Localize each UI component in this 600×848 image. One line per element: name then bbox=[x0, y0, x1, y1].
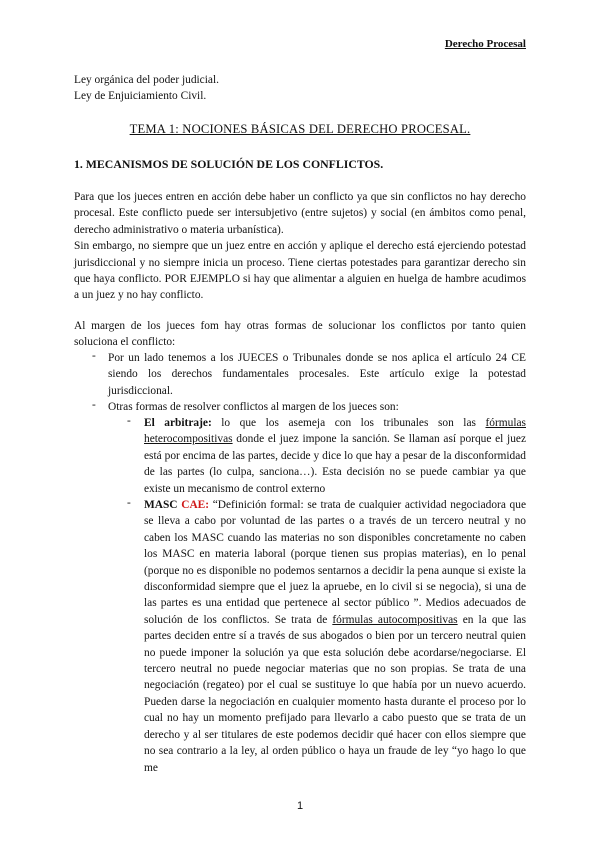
bullet-dash: - bbox=[92, 399, 96, 411]
text-run: lo que los asemeja con los tribunales son las bbox=[211, 417, 486, 429]
reference-line: Ley de Enjuiciamiento Civil. bbox=[74, 90, 207, 103]
sub-bullet-dash: - bbox=[127, 497, 131, 509]
sub-bullet-arbitraje bbox=[144, 415, 526, 497]
text-run: en la que las partes deciden entre sí a través de sus abogados o bien por un tercero neutral quien no puede imponer la solución ya que esta solución debe acordarse/negociarse. El tercero neutral no puede negociar materias que no son propias. Se trata de una negociación (regateo) por el cual se sustituye lo que había por un nuevo acuerdo. Pueden darse la negociación en cualquier momento hasta durante el proceso por lo cual no hay un momento prefijado para llevarlo a cabo puesto que se trata de un derecho y al ser titulares de este podemos decidir qué hacer con ellos siempre que no sea contrario a la ley, al orden público o haya un fraude de ley “yo hago lo que me bbox=[144, 613, 527, 774]
bullet-item-jueces: Por un lado tenemos a los JUECES o Tribunales donde se nos aplica el artículo 24 CE siendo los derechos fundamentales procesales. Este artículo exige la potestad jurisdiccional. bbox=[108, 352, 526, 397]
underlined-term: fórmulas heterocompositivas bbox=[144, 417, 526, 446]
sub-bullet-masc bbox=[144, 497, 526, 776]
paragraph-text: Al margen de los jueces fom hay otras formas de solucionar los conflictos por tanto quien soluciona el conflicto: bbox=[74, 320, 526, 349]
paragraph: Sin embargo, no siempre que un juez entre en acción y aplique el derecho está ejerciendo potestad jurisdiccional y no siempre inicia un proceso. Tiene ciertas potestades para garantizar derecho sin que haya conflicto. POR EJEMPLO si hay que alimentar a alguien en huelga de hambre acudimos a un juez y no hay conflicto. bbox=[74, 240, 526, 302]
paragraph: Para que los jueces entren en acción debe haber un conflicto ya que sin conflictos no hay derecho procesal. Este conflicto puede ser intersubjetivo (entre sujetos) y social (en ámbitos como penal, derecho administrativo o materia urbanística). bbox=[74, 191, 526, 236]
running-header: Derecho Procesal bbox=[444, 38, 526, 50]
term-label: MASC bbox=[144, 499, 178, 511]
reference-line: Ley orgánica del poder judicial. bbox=[74, 74, 219, 86]
section-heading: 1. MECANISMOS DE SOLUCIÓN DE LOS CONFLICTOS. bbox=[74, 157, 384, 171]
paragraph bbox=[74, 318, 526, 351]
underlined-term: fórmulas autocompositivas bbox=[332, 613, 458, 626]
intro-paragraphs bbox=[74, 189, 526, 304]
text-run: donde el juez impone la sanción. Se llaman así porque el juez está por encima de las partes, decide y dice lo que hay a pesar de la disconformidad de las partes (lo culpa, sanciona…). Esta decisión no se puede cambiar ya que existe un mecanismo de control externo bbox=[144, 433, 526, 495]
page-number: 1 bbox=[296, 800, 304, 812]
red-annotation: CAE: bbox=[181, 499, 210, 511]
bullet-dash: - bbox=[92, 350, 96, 362]
bullet-item-otras-formas: Otras formas de resolver conflictos al margen de los jueces son: bbox=[108, 401, 399, 413]
term-label: El arbitraje: bbox=[144, 417, 212, 429]
chapter-title: TEMA 1: NOCIONES BÁSICAS DEL DERECHO PROCESAL. bbox=[129, 122, 471, 136]
references bbox=[74, 72, 526, 105]
sub-bullet-dash: - bbox=[127, 415, 131, 427]
text-run: “Definición formal: se trata de cualquier actividad negociadora que se lleva a cabo por voluntad de las partes o a través de un tercero neutral y no caben los MASC cuando las materias no son disponibles concretamente no caben los MASC en materia laboral (porque tienen sus propias materias), en lo penal (porque no es disponible no podemos sentarnos a decidir la pena aunque si existe la disconformidad siempre que el juez la apruebe, en lo civil si se negocia), si una de las partes es una entidad que pertenece al sector público ”. Medios adecuados de solución de los conflictos. Se trata de bbox=[144, 499, 526, 626]
